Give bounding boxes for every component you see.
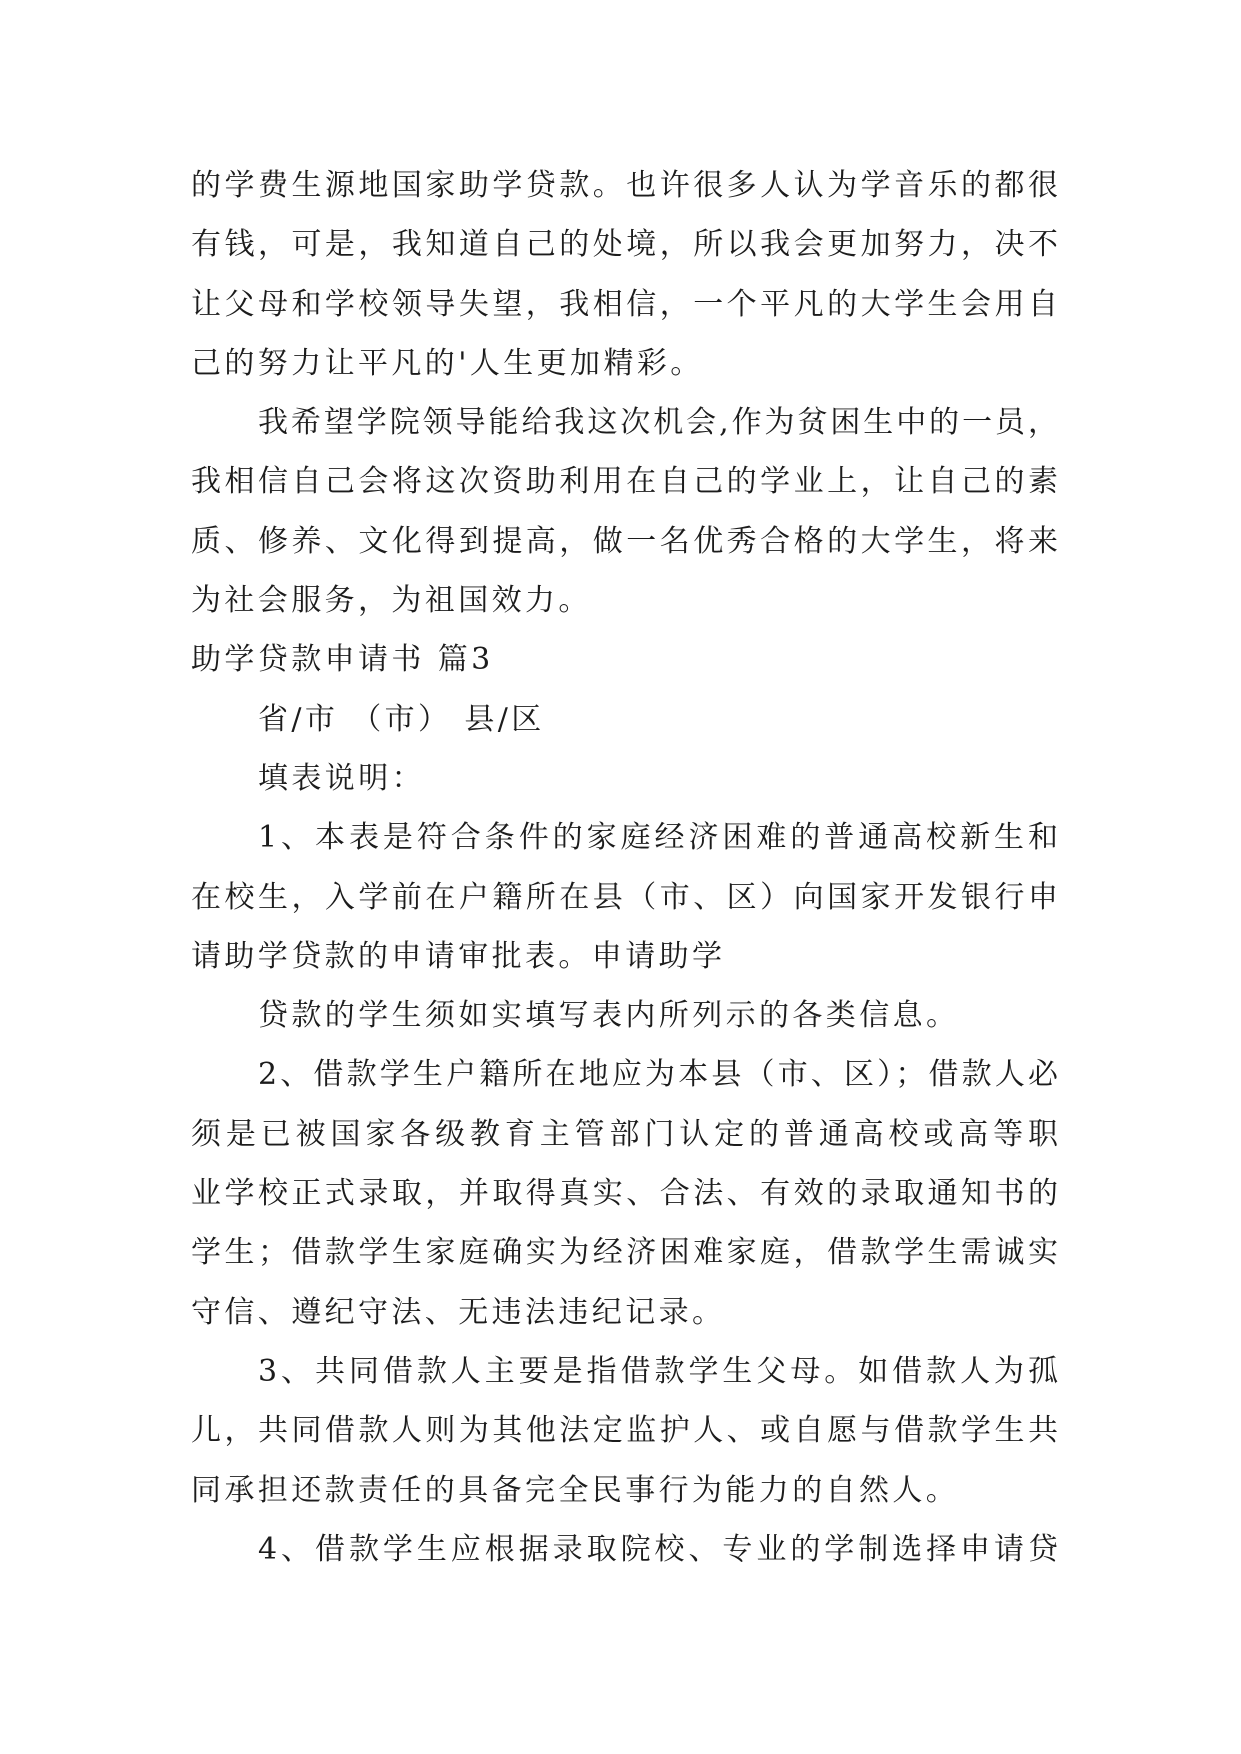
document-body bbox=[191, 156, 1058, 1579]
text-line: 3、共同借款人主要是指借款学生父母。如借款人为孤 bbox=[258, 1353, 1058, 1389]
text-line: 的学费生源地国家助学贷款。也许很多人认为学音乐的都很 bbox=[191, 168, 1058, 203]
instruction-item-4 bbox=[191, 1520, 1058, 1579]
text-line: 己的努力让平凡的'人生更加精彩。 bbox=[191, 345, 704, 381]
text-line: 在校生，入学前在户籍所在县（市、区）向国家开发银行申 bbox=[191, 879, 1058, 915]
text-line: 贷款的学生须如实填写表内所列示的各类信息。 bbox=[258, 998, 960, 1034]
text-line: 为社会服务，为祖国效力。 bbox=[191, 583, 592, 619]
text-line: 我相信自己会将这次资助利用在自己的学业上，让自己的素 bbox=[191, 464, 1058, 500]
text-line: 学生；借款学生家庭确实为经济困难家庭，借款学生需诚实 bbox=[191, 1235, 1058, 1271]
text-line: 守信、遵纪守法、无违法违纪记录。 bbox=[191, 1294, 726, 1330]
text-line: 儿，共同借款人则为其他法定监护人、或自愿与借款学生共 bbox=[191, 1413, 1058, 1449]
text-line: 4、借款学生应根据录取院校、专业的学制选择申请贷 bbox=[258, 1531, 1058, 1567]
instruction-item-3 bbox=[191, 1342, 1058, 1520]
region-line: 省/市 （市） 县/区 bbox=[258, 701, 545, 737]
text-line: 同承担还款责任的具备完全民事行为能力的自然人。 bbox=[191, 1472, 960, 1508]
instruction-item-1-continued bbox=[191, 986, 1058, 1045]
text-line: 2、借款学生户籍所在地应为本县（市、区）；借款人必 bbox=[258, 1057, 1058, 1093]
text-line: 须是已被国家各级教育主管部门认定的普通高校或高等职 bbox=[191, 1116, 1058, 1152]
instruction-item-1 bbox=[191, 808, 1058, 986]
text-line: 业学校正式录取，并取得真实、合法、有效的录取通知书的 bbox=[191, 1176, 1058, 1212]
text-line: 我希望学院领导能给我这次机会,作为贫困生中的一员， bbox=[258, 405, 1058, 441]
section-title: 助学贷款申请书 篇3 bbox=[191, 642, 494, 678]
paragraph-letter-closing bbox=[191, 156, 1058, 393]
text-line: 让父母和学校领导失望，我相信，一个平凡的大学生会用自 bbox=[191, 286, 1058, 322]
text-line: 质、修养、文化得到提高，做一名优秀合格的大学生，将来 bbox=[191, 523, 1058, 559]
instruction-item-2 bbox=[191, 1045, 1058, 1341]
text-line: 1、本表是符合条件的家庭经济困难的普通高校新生和 bbox=[258, 820, 1058, 856]
paragraph-hope bbox=[191, 393, 1058, 630]
text-line: 有钱，可是，我知道自己的处境，所以我会更加努力，决不 bbox=[191, 227, 1058, 263]
text-line: 请助学贷款的申请审批表。申请助学 bbox=[191, 938, 726, 974]
instructions-title: 填表说明： bbox=[258, 760, 425, 796]
